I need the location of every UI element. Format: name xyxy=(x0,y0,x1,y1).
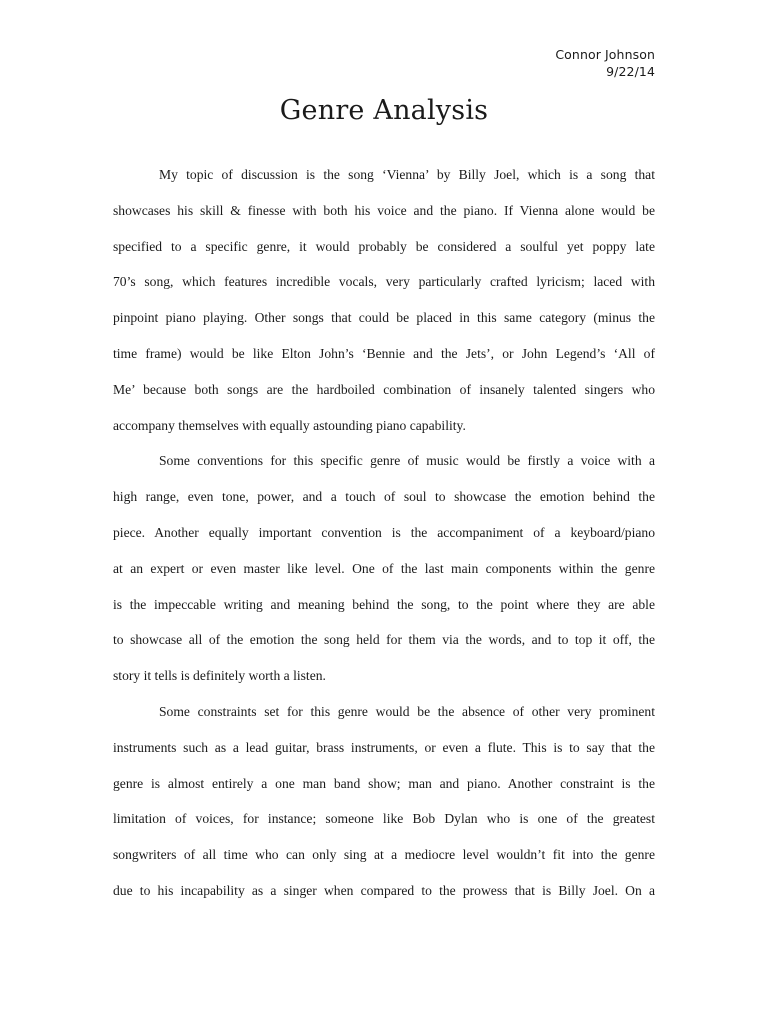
text-line: story it tells is definitely worth a listen. xyxy=(113,668,326,684)
page-title: Genre Analysis xyxy=(279,95,489,126)
text-line: Some conventions for this specific genre of music would be firstly a voice with a xyxy=(159,453,655,469)
text-line: due to his incapability as a singer when compared to the prowess that is Billy Joel. On a xyxy=(113,882,655,898)
text-line: time frame) would be like Elton John’s ‘Bennie and the Jets’, or John Legend’s ‘All of xyxy=(113,345,655,361)
text-line: at an expert or even master like level. One of the last main components within the genre xyxy=(113,560,655,576)
text-line: instruments such as a lead guitar, brass instruments, or even a flute. This is to say that the xyxy=(113,739,655,755)
text-line: high range, even tone, power, and a touch of soul to showcase the emotion behind the xyxy=(113,489,655,505)
document-header xyxy=(555,46,655,80)
text-line: genre is almost entirely a one man band show; man and piano. Another constraint is the xyxy=(113,775,655,791)
text-line: 70’s song, which features incredible vocals, very particularly crafted lyricism; laced with xyxy=(113,274,655,290)
text-line: pinpoint piano playing. Other songs that could be placed in this same category (minus the xyxy=(113,310,655,326)
text-line: My topic of discussion is the song ‘Vienna’ by Billy Joel, which is a song that xyxy=(159,167,655,182)
text-line: to showcase all of the emotion the song held for them via the words, and to top it off, the xyxy=(113,632,655,648)
text-line: is the impeccable writing and meaning behind the song, to the point where they are able xyxy=(113,596,655,612)
text-line: showcases his skill & finesse with both his voice and the piano. If Vienna alone would be xyxy=(113,202,655,218)
document-date: 9/22/14 xyxy=(606,64,655,79)
paragraph-2 xyxy=(113,449,655,700)
paragraph-1 xyxy=(113,163,655,449)
document-body xyxy=(113,163,655,915)
paragraph-3 xyxy=(113,700,655,915)
text-line: Some constraints set for this genre would be the absence of other very prominent xyxy=(159,703,655,719)
text-line: Me’ because both songs are the hardboiled combination of insanely talented singers who xyxy=(113,381,655,397)
text-line: accompany themselves with equally astounding piano capability. xyxy=(113,417,466,433)
author-name: Connor Johnson xyxy=(555,47,655,62)
text-line: songwriters of all time who can only sing at a mediocre level wouldn’t fit into the genre xyxy=(113,847,655,863)
text-line: piece. Another equally important convention is the accompaniment of a keyboard/piano xyxy=(113,524,655,540)
text-line: specified to a specific genre, it would probably be considered a soulful yet poppy late xyxy=(113,238,655,254)
text-line: limitation of voices, for instance; someone like Bob Dylan who is one of the greatest xyxy=(113,811,655,827)
